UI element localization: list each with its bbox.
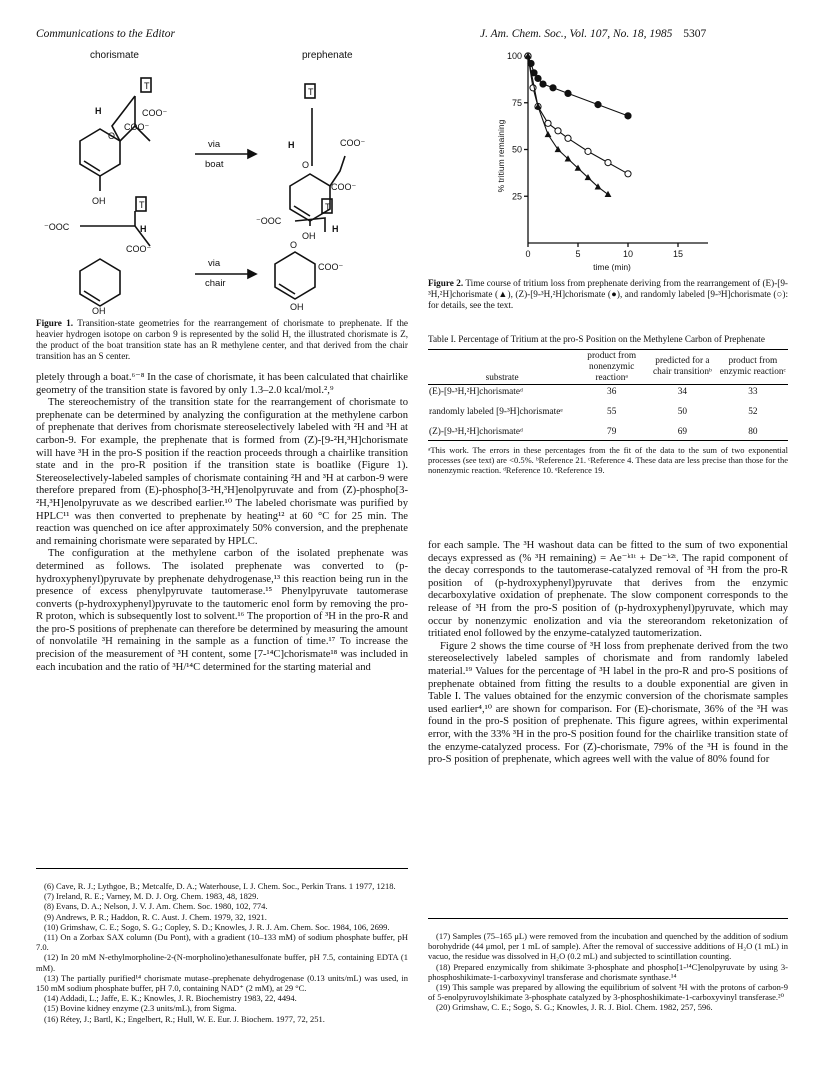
footnote-16: (16) Rétey, J.; Bartl, K.; Engelbert, R.; Hull, W. E. Eur. J. Biochem. 1977, 72, 251. bbox=[44, 1013, 325, 1024]
x-tick-label: 5 bbox=[575, 249, 581, 259]
series-1-point bbox=[565, 135, 571, 141]
running-header-left: Communications to the Editor bbox=[36, 28, 175, 40]
series-2-point bbox=[545, 131, 552, 137]
label-oh-3: OH bbox=[92, 306, 106, 314]
series-1-point bbox=[555, 128, 561, 134]
footnote-9: (9) Andrews, P. R.; Haddon, R. C. Aust. J. Chem. 1979, 32, 1921. bbox=[44, 911, 267, 922]
label-o-2: O bbox=[302, 160, 310, 170]
figure-1-scheme bbox=[40, 46, 410, 314]
figure-2-label: Figure 2. bbox=[428, 278, 464, 288]
right-footnotes bbox=[428, 918, 788, 1013]
figure-1-caption bbox=[36, 318, 408, 362]
series-0-point bbox=[595, 102, 601, 108]
label-h-2: H bbox=[288, 140, 295, 150]
y-tick-label: 100 bbox=[506, 51, 522, 61]
series-0-point bbox=[540, 81, 546, 87]
series-1-line bbox=[528, 56, 628, 174]
series-1-point bbox=[545, 120, 551, 126]
right-paragraph-2: Figure 2 shows the time course of ³H loss from prephenate derived from the two stereoselectively labeled samples of chorismate and from randomly labeled material.¹⁹ Values for the percentage of ³H label in the pro-R and pro-S positions of prephenate obtained from fitting the results to a double exponential are given in Table I. The values obtained for the enzymic conversion of the chorismate samples used earlier⁴,¹⁰ are shown for comparison. For (E)-chorismate, 36% of the ³H was found in the pro-S position of prephenate. This figure agrees, within experimental error, with the 33% ³H in the pro-S position found for the chairlike transition state of the enzyme-catalyzed process. For (Z)-chorismate, 79% of the ³H is found in the pro-S position of prephenate, which agrees well with the value of 80% found for bbox=[428, 640, 788, 766]
footnote-20: (20) Grimshaw, C. E.; Sogo, S. G.; Knowles, J. R. J. Biol. Chem. 1982, 257, 596. bbox=[436, 1002, 713, 1013]
label-boat: boat bbox=[205, 159, 224, 170]
footnote-11: (11) On a Zorbax SAX column (Du Pont), with a gradient (10–133 mM) of sodium phosphate buffer, pH 7.0. bbox=[36, 932, 408, 953]
label-oh-2: OH bbox=[302, 231, 316, 241]
label-coo-5: COO⁻ bbox=[126, 244, 152, 254]
table-1-notes: ᵃThis work. The errors in these percentages from the fit of the data to the sum of two exponential processes (see text) are <0.5%. ᵇReference 21. ᶜReference 4. These data are less precise than those for the nonenzymic reaction. ᵈReference 10. ᵉReference 19. bbox=[428, 444, 788, 476]
label-h-1: H bbox=[95, 106, 102, 116]
label-coo-2: COO⁻ bbox=[124, 122, 150, 132]
right-column-body bbox=[428, 540, 788, 767]
footnote-13: (13) The partially purified¹⁴ chorismate mutase–prephenate dehydrogenase (0.13 units/mL) was used, in 150 mM sodium phosphate buffer, pH 7.0, containing NAD⁺ (2 mM), at 29 °C. bbox=[36, 972, 408, 994]
series-0-point bbox=[550, 85, 556, 91]
table-header-nonenzymic: product from nonenzymic reactionᵃ bbox=[587, 351, 637, 383]
y-tick-label: 75 bbox=[511, 97, 522, 108]
label-oh-1: OH bbox=[92, 196, 106, 206]
left-column-body bbox=[36, 372, 408, 674]
label-coo-3: COO⁻ bbox=[340, 138, 366, 148]
footnote-12: (12) In 20 mM N-ethylmorpholine-2-(N-morpholino)ethanesulfonate buffer, pH 7.5, containing EDTA (1 mM). bbox=[36, 952, 408, 973]
series-0-point bbox=[565, 90, 571, 96]
figure-1-label: Figure 1. bbox=[36, 318, 74, 328]
table-row: randomly labeled [9-³H]chorismateᵉ 55 50 52 bbox=[429, 407, 758, 418]
footnote-8: (8) Evans, D. A.; Nelson, J. V. J. Am. Chem. Soc. 1980, 102, 774. bbox=[44, 901, 268, 912]
left-paragraph-1: pletely through a boat.⁶⁻⁸ In the case of chorismate, it has been calculated that chairlike geometry of the transition state is favored by only 1.3–2.0 kcal/mol.²,⁹ bbox=[36, 372, 408, 396]
y-tick-label: 50 bbox=[511, 144, 522, 155]
left-footnotes bbox=[36, 868, 408, 1024]
journal-citation: J. Am. Chem. Soc., Vol. 107, No. 18, 1985 bbox=[480, 28, 673, 40]
series-1-point bbox=[625, 171, 631, 177]
label-oh-4: OH bbox=[290, 302, 304, 312]
footnote-17: (17) Samples (75–165 μL) were removed from the incubation and quenched by the addition of sodium borohydride (44 μmol, per 1 mL of sample). After the removal of successive additions of H₂O (1 mL) in vacuo, the residue was dissolved in H₂O (0.2 mL) and subjected to scintillation counting. bbox=[428, 931, 788, 962]
table-header-chair: predicted for a chair transitionᵇ bbox=[652, 356, 712, 378]
figure-2-chart bbox=[490, 48, 720, 274]
footnote-14: (14) Addadi, L.; Jaffe, E. K.; Knowles, J. R. Biochemistry 1983, 22, 4494. bbox=[44, 993, 297, 1004]
table-1-grid bbox=[428, 349, 788, 441]
label-isotope-1: T bbox=[144, 81, 150, 91]
footnote-10: (10) Grimshaw, C. E.; Sogo, S. G.; Copley, S. D.; Knowles, J. R. J. Am. Chem. Soc. 1984, 106, 2699. bbox=[44, 921, 390, 932]
table-header-substrate: substrate bbox=[485, 372, 519, 383]
label-ooc-2: ⁻OOC bbox=[256, 216, 282, 226]
x-tick-label: 15 bbox=[672, 249, 684, 259]
running-header-journal bbox=[480, 28, 706, 40]
figure-2-text: Time course of tritium loss from prephenate deriving from the rearrangement of (E)-[9-³H,²H]chorismate (▲), (Z)-[9-³H,²H]chorismate (●), and randomly labeled [9-³H]chorismate (○): for details, see the text. bbox=[428, 278, 788, 310]
footnote-6: (6) Cave, R. J.; Lythgoe, B.; Metcalfe, D. A.; Waterhouse, I. J. Chem. Soc., Perkin Trans. 1 1977, 1218. bbox=[44, 881, 396, 891]
footnote-15: (15) Bovine kidney enzyme (2.3 units/mL), from Sigma. bbox=[44, 1003, 237, 1014]
left-paragraph-2: The stereochemistry of the transition state for the rearrangement of chorismate to prephenate can be determined by analyzing the configuration at the methylene carbon of prephenate that derives from chorismate stereoselectively labeled with ²H and ³H at carbon-9. For example, the prephenate that is formed from (Z)-[9-²H,³H]chorismate will have ³H in the pro-S position if the reaction proceeds through a chairlike transition state and in the pro-R position if the transition state is boatlike (Figure 1). Stereoselectively-labeled samples of chorismate containing ²H and ³H at carbon-9 were therefore prepared from (E)-phospho[3-²H,³H]enolpyruvate and from (Z)-phospho[3-²H,³H]enolpyruvate as we described earlier.¹⁰ The labeled chorismate was purified by HPLC¹¹ was then converted to prephenate by heating¹² at 60 °C for 25 min. The reaction was quenched on ice after approximately 50% conversion, and the prephenate and remaining chorismate were separated by HPLC. bbox=[36, 397, 408, 547]
label-ooc-1: ⁻OOC bbox=[44, 222, 70, 232]
label-coo-6: COO⁻ bbox=[318, 262, 344, 272]
series-1-point bbox=[585, 148, 591, 154]
y-axis-label: % tritium remaining bbox=[496, 119, 506, 193]
label-coo-4: COO⁻ bbox=[331, 182, 357, 192]
page-number: 5307 bbox=[683, 28, 707, 40]
x-tick-label: 10 bbox=[622, 249, 634, 259]
series-1-point bbox=[605, 159, 611, 165]
label-h-3: H bbox=[140, 224, 147, 234]
label-via-1: via bbox=[208, 139, 221, 150]
label-h-4: H bbox=[332, 224, 339, 234]
y-tick-label: 25 bbox=[511, 191, 522, 202]
series-0-point bbox=[535, 75, 541, 81]
label-o-1: O bbox=[108, 131, 116, 141]
x-tick-label: 0 bbox=[525, 249, 531, 259]
footnote-7: (7) Ireland, R. E.; Varney, M. D. J. Org. Chem. 1983, 48, 1829. bbox=[44, 891, 259, 902]
footnote-19: (19) This sample was prepared by allowing the equilibrium of solvent ³H with the protons of carbon-9 of 5-enolpyruvoylshikimate 3-phosphate catalyzed by 3-phosphoshikimate-1-carboxyvinyl transferase.²⁰ bbox=[428, 982, 788, 1003]
table-1 bbox=[428, 334, 788, 475]
x-axis-label: time (min) bbox=[593, 262, 631, 272]
series-2-point bbox=[605, 191, 612, 197]
series-0-point bbox=[625, 113, 631, 119]
label-isotope-4: T bbox=[325, 202, 331, 212]
figure-2-caption bbox=[428, 278, 788, 311]
label-via-2: via bbox=[208, 258, 221, 269]
table-row: (Z)-[9-³H,²H]chorismateᵈ 79 69 80 bbox=[428, 419, 788, 440]
footnote-18: (18) Prepared enzymically from shikimate 3-phosphate and phospho[1-¹⁴C]enolpyruvate by using 3-phosphoshikimate-1-carboxyvinyl transferase and chorismate synthase.¹⁴ bbox=[428, 961, 788, 982]
table-header-enzymic: product from enzymic reactionᶜ bbox=[719, 356, 786, 378]
label-isotope-2: T bbox=[308, 87, 314, 97]
label-coo-1: COO⁻ bbox=[142, 108, 168, 118]
table-1-title: Table I. Percentage of Tritium at the pro-S Position on the Methylene Carbon of Prephenate bbox=[428, 334, 765, 344]
left-paragraph-3: The configuration at the methylene carbon of the isolated prephenate was determined as follows. The isolated prephenate was converted to (p-hydroxyphenyl)pyruvate by prephenate dehydrogenase,¹³ this reaction being run in the presence of excess phenylpyruvate tautomerase.¹⁵ Phenylpyruvate tautomerase converts (p-hydroxyphenyl)pyruvate to the tautomeric enol form by removing the pro-R proton, which is subsequently lost to solvent.¹⁶ The proportion of ³H in the pro-R and the pro-S positions of prephenate can therefore be determined by measuring the amount of nonvolatile ³H remaining in the sample as a function of time.¹⁷ To increase the precision of the measurement of ³H content, some [7-¹⁴C]chorismate¹⁸ was included in each incubation and the ratio of ³H/¹⁴C determined for the starting material and bbox=[36, 548, 408, 673]
label-chorismate: chorismate bbox=[90, 50, 139, 61]
figure-1-text: Transition-state geometries for the rearrangement of chorismate to prephenate. If the heavier hydrogen isotope on carbon 9 is represented by the solid H, the illustrated chorismate is Z, the product of the boat transition state has an R methylene center, and that derived from the chair transition has an S center. bbox=[36, 318, 408, 361]
label-prephenate: prephenate bbox=[302, 50, 353, 61]
label-chair: chair bbox=[205, 278, 226, 289]
label-isotope-3: T bbox=[139, 200, 145, 210]
right-paragraph-1: for each sample. The ³H washout data can be fitted to the sum of two exponential decays expressed as (% ³H remaining) = Ae⁻ᵏ¹ᵗ + De⁻ᵏ²ᵗ. The rapid component of the decay corresponds to the tautomerase-catalyzed removal of ³H from the pro-R position of (p-hydroxyphenyl)pyruvate that derives from the enzymic decarboxylative oxidation of prephenate. The slow component corresponds to the release of ³H from the pro-S position of (p-hydroxyphenyl)pyruvate, which may occur by nonenzymic enolization and via the stereorandom reketonization of tritiated enol followed by the enzyme-catalyzed tautomerization. bbox=[428, 540, 788, 640]
table-row: (E)-[9-³H,²H]chorismateᵈ 36 34 33 bbox=[429, 386, 758, 398]
label-o-3: O bbox=[290, 240, 298, 250]
